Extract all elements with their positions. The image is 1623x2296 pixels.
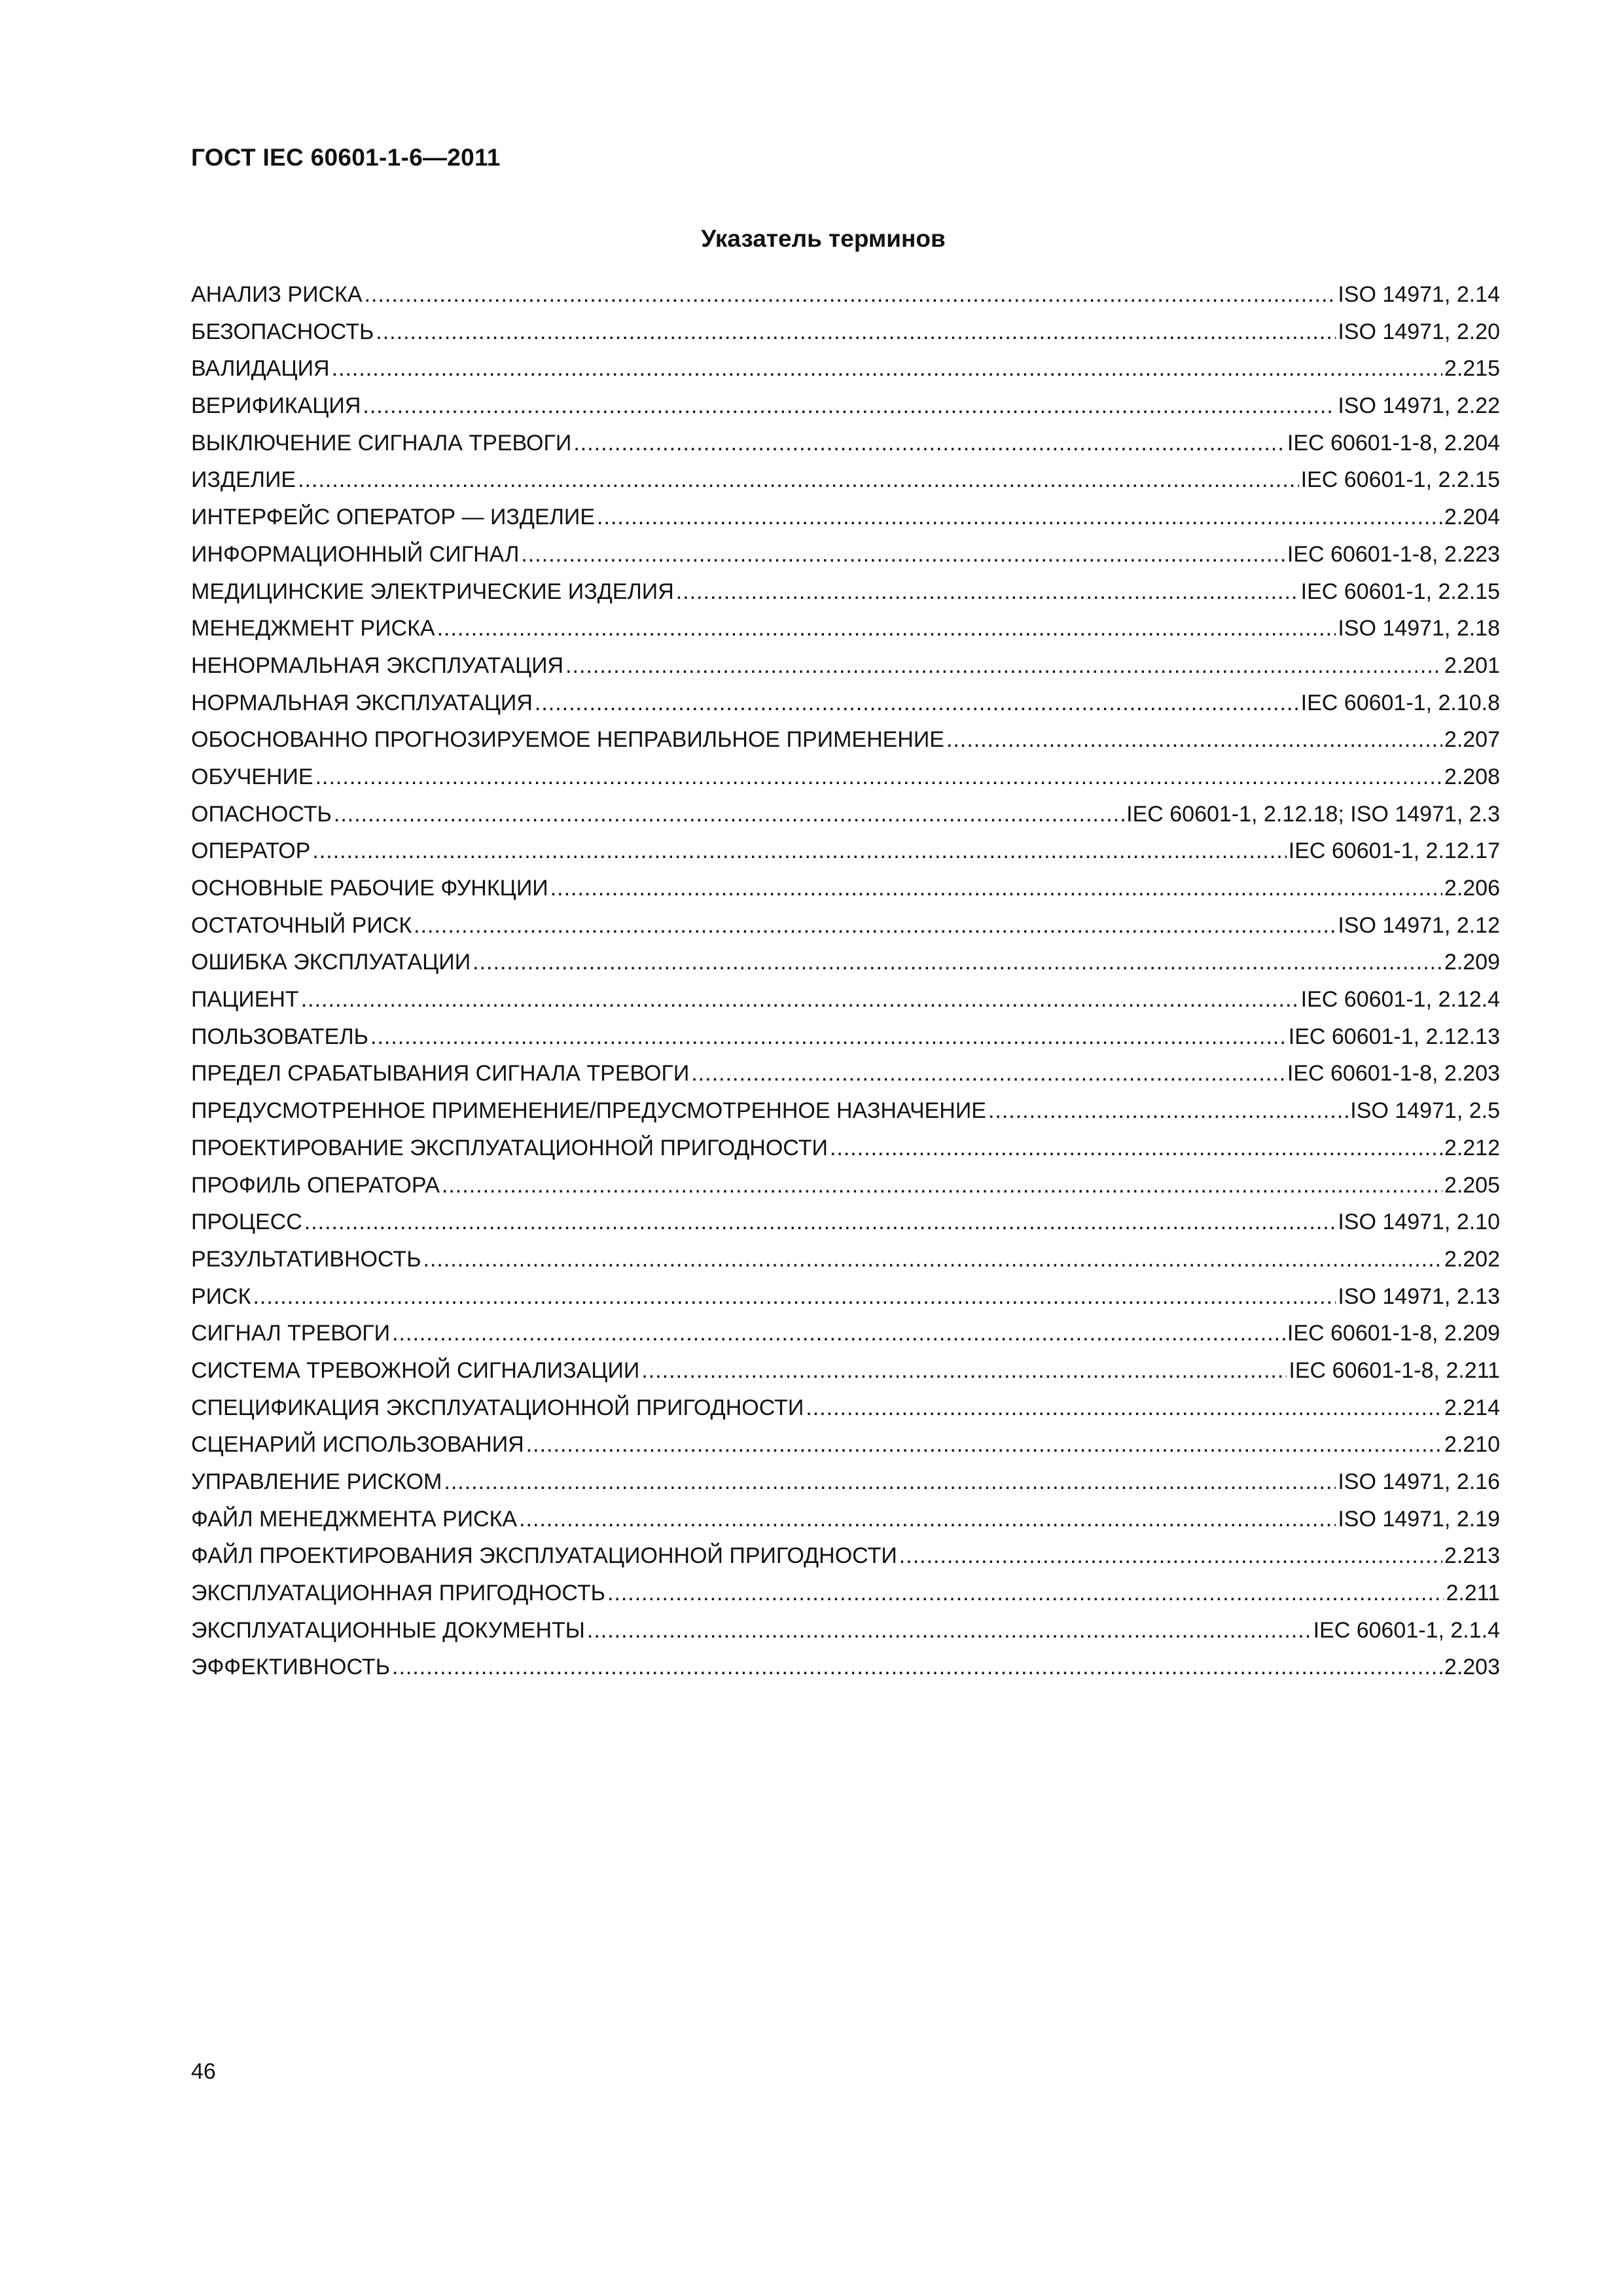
index-term: ФАЙЛ ПРОЕКТИРОВАНИЯ ЭКСПЛУАТАЦИОННОЙ ПРИГОДНОСТИ bbox=[191, 1543, 897, 1569]
dot-leader bbox=[988, 1092, 1348, 1129]
dot-leader bbox=[392, 1649, 1442, 1685]
index-term: СИГНАЛ ТРЕВОГИ bbox=[191, 1321, 391, 1346]
index-reference: 2.208 bbox=[1444, 764, 1500, 789]
index-reference: ISO 14971, 2.10 bbox=[1338, 1210, 1500, 1235]
dot-leader bbox=[363, 387, 1336, 424]
dot-leader bbox=[946, 721, 1442, 758]
index-term: ОСТАТОЧНЫЙ РИСК bbox=[191, 912, 412, 938]
index-entry bbox=[191, 1092, 1500, 1130]
dot-leader bbox=[806, 1390, 1442, 1426]
index-term: МЕДИЦИНСКИЕ ЭЛЕКТРИЧЕСКИЕ ИЗДЕЛИЯ bbox=[191, 579, 674, 604]
dot-leader bbox=[899, 1537, 1442, 1574]
dot-leader bbox=[573, 425, 1285, 461]
index-entry bbox=[191, 1612, 1500, 1649]
index-entry bbox=[191, 1315, 1500, 1352]
index-term: МЕНЕДЖМЕНТ РИСКА bbox=[191, 616, 435, 641]
index-reference: IEC 60601-1-8, 2.211 bbox=[1289, 1357, 1500, 1383]
index-entry bbox=[191, 536, 1500, 573]
index-entry bbox=[191, 610, 1500, 647]
index-reference: 2.214 bbox=[1444, 1395, 1500, 1420]
index-reference: IEC 60601-1, 2.1.4 bbox=[1313, 1617, 1500, 1643]
index-entry bbox=[191, 350, 1500, 387]
index-reference: 2.215 bbox=[1444, 356, 1500, 382]
index-reference: IEC 60601-1, 2.10.8 bbox=[1300, 690, 1500, 715]
index-reference: ISO 14971, 2.5 bbox=[1350, 1098, 1500, 1124]
index-entry bbox=[191, 314, 1500, 351]
index-entry bbox=[191, 1537, 1500, 1575]
dot-leader bbox=[641, 1352, 1287, 1389]
dot-leader bbox=[535, 685, 1299, 721]
index-reference: 2.204 bbox=[1444, 505, 1500, 530]
index-term: ВЕРИФИКАЦИЯ bbox=[191, 393, 361, 419]
dot-leader bbox=[423, 1241, 1442, 1278]
dot-leader bbox=[521, 536, 1285, 573]
index-reference: IEC 60601-1, 2.2.15 bbox=[1300, 579, 1500, 604]
dot-leader bbox=[370, 1018, 1287, 1055]
index-reference: 2.207 bbox=[1444, 727, 1500, 753]
index-reference: 2.203 bbox=[1444, 1655, 1500, 1680]
index-term: БЕЗОПАСНОСТЬ bbox=[191, 319, 374, 344]
index-reference: 2.202 bbox=[1444, 1246, 1500, 1272]
index-entry bbox=[191, 833, 1500, 870]
index-reference: IEC 60601-1, 2.12.13 bbox=[1288, 1024, 1500, 1049]
index-entry bbox=[191, 796, 1500, 833]
dot-leader bbox=[392, 1315, 1285, 1352]
index-term: ПРОЕКТИРОВАНИЕ ЭКСПЛУАТАЦИОННОЙ ПРИГОДНОСТИ bbox=[191, 1135, 828, 1160]
index-term: ИЗДЕЛИЕ bbox=[191, 467, 296, 493]
index-entry bbox=[191, 573, 1500, 611]
index-reference: IEC 60601-1-8, 2.209 bbox=[1287, 1321, 1500, 1346]
index-entry bbox=[191, 1278, 1500, 1316]
index-entry bbox=[191, 944, 1500, 981]
index-reference: 2.212 bbox=[1444, 1135, 1500, 1160]
index-term: ФАЙЛ МЕНЕДЖМЕНТА РИСКА bbox=[191, 1506, 518, 1532]
index-term: ПРОЦЕСС bbox=[191, 1210, 302, 1235]
dot-leader bbox=[830, 1130, 1442, 1166]
index-term: ПРОФИЛЬ ОПЕРАТОРА bbox=[191, 1172, 440, 1198]
dot-leader bbox=[315, 759, 1442, 795]
dot-leader bbox=[298, 461, 1299, 498]
index-entry bbox=[191, 685, 1500, 722]
index-entry bbox=[191, 1649, 1500, 1686]
index-term: ИНТЕРФЕЙС ОПЕРАТОР — ИЗДЕЛИЕ bbox=[191, 505, 596, 530]
dot-leader bbox=[587, 1612, 1311, 1649]
document-code: ГОСТ IEC 60601-1-6—2011 bbox=[191, 144, 501, 171]
index-term: АНАЛИЗ РИСКА bbox=[191, 282, 363, 307]
index-entry bbox=[191, 387, 1500, 425]
index-reference: ISO 14971, 2.22 bbox=[1338, 393, 1500, 419]
dot-leader bbox=[253, 1278, 1336, 1315]
dot-leader bbox=[676, 573, 1299, 610]
index-reference: IEC 60601-1, 2.12.18; ISO 14971, 2.3 bbox=[1126, 801, 1500, 827]
index-entry bbox=[191, 1390, 1500, 1427]
index-reference: IEC 60601-1-8, 2.204 bbox=[1287, 430, 1500, 456]
dot-leader bbox=[312, 833, 1286, 869]
index-term: ОШИБКА ЭКСПЛУАТАЦИИ bbox=[191, 950, 471, 975]
index-entry bbox=[191, 1204, 1500, 1241]
index-term: ПОЛЬЗОВАТЕЛЬ bbox=[191, 1024, 368, 1049]
index-entry bbox=[191, 1463, 1500, 1501]
index-reference: 2.210 bbox=[1444, 1432, 1500, 1458]
dot-leader bbox=[597, 499, 1442, 535]
index-entry bbox=[191, 1575, 1500, 1612]
index-reference: IEC 60601-1-8, 2.203 bbox=[1287, 1061, 1500, 1086]
index-term: ОПАСНОСТЬ bbox=[191, 801, 332, 827]
dot-leader bbox=[304, 1204, 1336, 1240]
dot-leader bbox=[332, 350, 1442, 387]
index-term: НОРМАЛЬНАЯ ЭКСПЛУАТАЦИЯ bbox=[191, 690, 533, 715]
index-term: РЕЗУЛЬТАТИВНОСТЬ bbox=[191, 1246, 421, 1272]
index-term: ВАЛИДАЦИЯ bbox=[191, 356, 330, 382]
term-index-list bbox=[191, 276, 1500, 1686]
dot-leader bbox=[414, 907, 1336, 944]
dot-leader bbox=[565, 647, 1442, 684]
index-entry bbox=[191, 647, 1500, 685]
index-entry bbox=[191, 499, 1500, 536]
index-entry bbox=[191, 1018, 1500, 1056]
index-entry bbox=[191, 276, 1500, 314]
index-entry bbox=[191, 1426, 1500, 1463]
dot-leader bbox=[519, 1501, 1336, 1537]
index-reference: ISO 14971, 2.20 bbox=[1338, 319, 1500, 344]
index-term: ВЫКЛЮЧЕНИЕ СИГНАЛА ТРЕВОГИ bbox=[191, 430, 572, 456]
index-reference: ISO 14971, 2.12 bbox=[1338, 912, 1500, 938]
dot-leader bbox=[550, 870, 1442, 906]
index-term: ПРЕДЕЛ СРАБАТЫВАНИЯ СИГНАЛА ТРЕВОГИ bbox=[191, 1061, 690, 1086]
index-reference: IEC 60601-1, 2.12.4 bbox=[1300, 987, 1500, 1013]
index-term: СПЕЦИФИКАЦИЯ ЭКСПЛУАТАЦИОННОЙ ПРИГОДНОСТИ bbox=[191, 1395, 804, 1420]
index-term: НЕНОРМАЛЬНАЯ ЭКСПЛУАТАЦИЯ bbox=[191, 653, 564, 678]
index-reference: ISO 14971, 2.16 bbox=[1338, 1469, 1500, 1494]
index-term: ОБОСНОВАННО ПРОГНОЗИРУЕМОЕ НЕПРАВИЛЬНОЕ ПРИМЕНЕНИЕ bbox=[191, 727, 944, 753]
dot-leader bbox=[473, 944, 1442, 980]
index-term: ОБУЧЕНИЕ bbox=[191, 764, 313, 789]
index-entry bbox=[191, 1130, 1500, 1167]
dot-leader bbox=[301, 981, 1299, 1018]
index-reference: ISO 14971, 2.19 bbox=[1338, 1506, 1500, 1532]
index-reference: ISO 14971, 2.13 bbox=[1338, 1283, 1500, 1309]
index-entry bbox=[191, 425, 1500, 462]
index-term: ОПЕРАТОР bbox=[191, 838, 311, 864]
index-entry bbox=[191, 870, 1500, 907]
index-reference: ISO 14971, 2.14 bbox=[1338, 282, 1500, 307]
index-reference: IEC 60601-1, 2.12.17 bbox=[1288, 838, 1500, 864]
index-reference: 2.206 bbox=[1444, 876, 1500, 901]
index-term: ЭКСПЛУАТАЦИОННАЯ ПРИГОДНОСТЬ bbox=[191, 1581, 605, 1606]
dot-leader bbox=[691, 1055, 1285, 1092]
index-reference: IEC 60601-1-8, 2.223 bbox=[1287, 541, 1500, 567]
dot-leader bbox=[607, 1575, 1444, 1611]
index-term: СИСТЕМА ТРЕВОЖНОЙ СИГНАЛИЗАЦИИ bbox=[191, 1357, 640, 1383]
index-term: ЭКСПЛУАТАЦИОННЫЕ ДОКУМЕНТЫ bbox=[191, 1617, 585, 1643]
index-reference: 2.205 bbox=[1444, 1172, 1500, 1198]
index-entry bbox=[191, 1501, 1500, 1538]
index-title: Указатель терминов bbox=[701, 225, 946, 252]
index-entry bbox=[191, 1055, 1500, 1092]
index-term: ПРЕДУСМОТРЕННОЕ ПРИМЕНЕНИЕ/ПРЕДУСМОТРЕННОЕ НАЗНАЧЕНИЕ bbox=[191, 1098, 986, 1124]
dot-leader bbox=[442, 1167, 1442, 1204]
index-entry bbox=[191, 981, 1500, 1018]
index-entry bbox=[191, 907, 1500, 944]
index-reference: 2.201 bbox=[1444, 653, 1500, 678]
dot-leader bbox=[365, 276, 1336, 313]
index-entry bbox=[191, 759, 1500, 796]
index-term: УПРАВЛЕНИЕ РИСКОМ bbox=[191, 1469, 442, 1494]
dot-leader bbox=[437, 610, 1336, 647]
index-entry bbox=[191, 461, 1500, 499]
index-reference: 2.209 bbox=[1444, 950, 1500, 975]
index-term: ЭФФЕКТИВНОСТЬ bbox=[191, 1655, 391, 1680]
index-entry bbox=[191, 1241, 1500, 1278]
index-entry bbox=[191, 1167, 1500, 1204]
dot-leader bbox=[334, 796, 1124, 833]
index-reference: IEC 60601-1, 2.2.15 bbox=[1300, 467, 1500, 493]
index-term: ИНФОРМАЦИОННЫЙ СИГНАЛ bbox=[191, 541, 520, 567]
page-number: 46 bbox=[191, 2059, 216, 2084]
index-term: ПАЦИЕНТ bbox=[191, 987, 299, 1013]
dot-leader bbox=[444, 1463, 1336, 1500]
index-entry bbox=[191, 721, 1500, 759]
index-reference: ISO 14971, 2.18 bbox=[1338, 616, 1500, 641]
index-term: СЦЕНАРИЙ ИСПОЛЬЗОВАНИЯ bbox=[191, 1432, 524, 1458]
dot-leader bbox=[526, 1426, 1442, 1463]
dot-leader bbox=[376, 314, 1336, 350]
index-entry bbox=[191, 1352, 1500, 1390]
index-term: РИСК bbox=[191, 1283, 251, 1309]
index-reference: 2.213 bbox=[1444, 1543, 1500, 1569]
index-reference: 2.211 bbox=[1446, 1581, 1500, 1606]
index-term: ОСНОВНЫЕ РАБОЧИЕ ФУНКЦИИ bbox=[191, 876, 548, 901]
